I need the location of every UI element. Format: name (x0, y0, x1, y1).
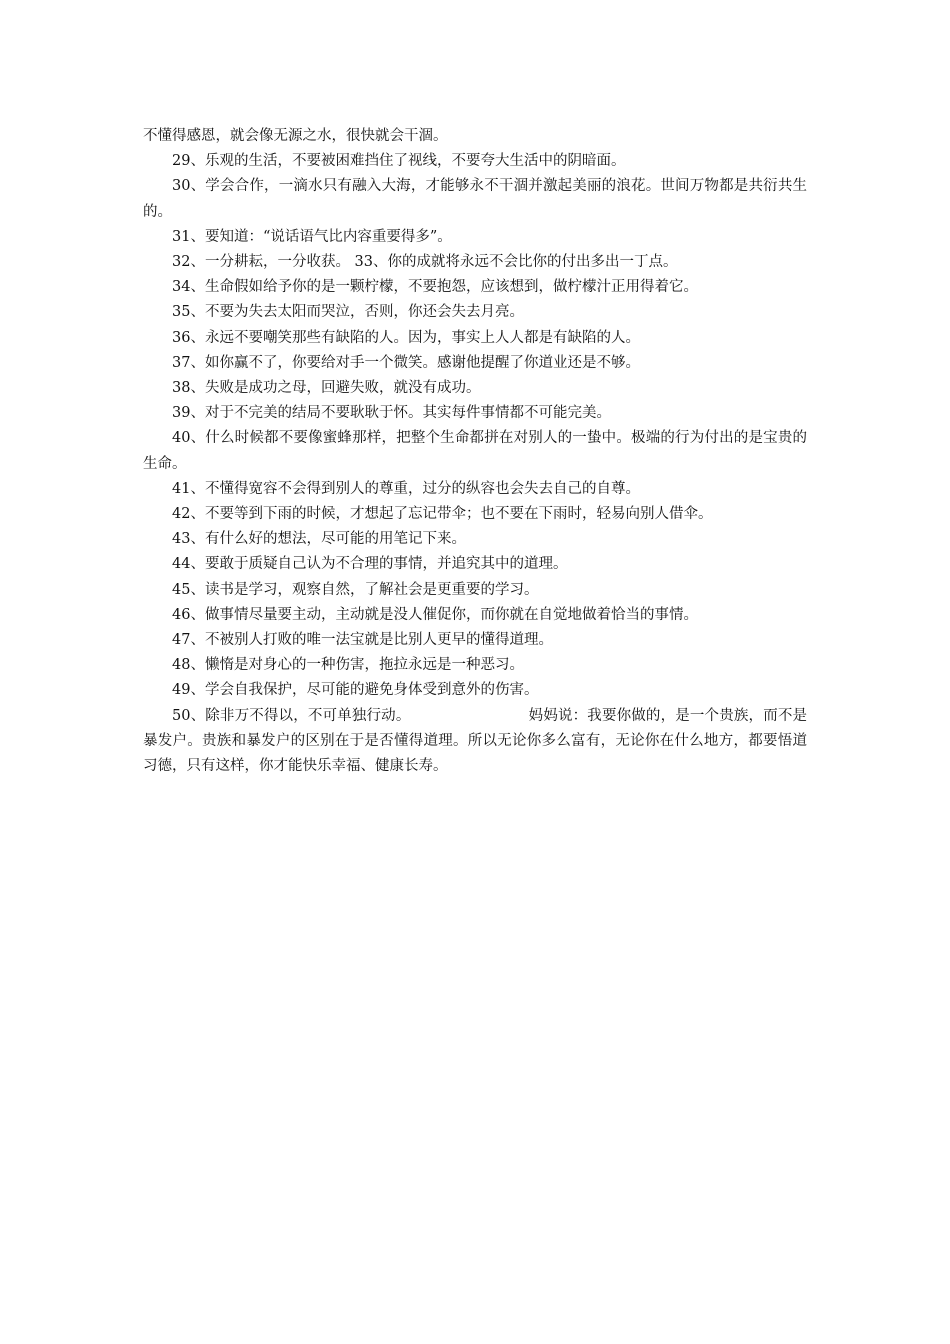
list-item-43: 43、有什么好的想法，尽可能的用笔记下来。 (172, 531, 466, 548)
list-item-30: 30、学会合作，一滴水只有融入大海，才能够永不干涸并激起美丽的浪花。世间万物都是共衍共生的。 (143, 178, 807, 220)
paragraph: 不懂得感恩，就会像无源之水，很快就会干涸。 (143, 128, 448, 144)
list-item-47: 47、不被别人打败的唯一法宝就是比别人更早的懂得道理。 (172, 632, 553, 649)
list-item-42: 42、不要等到下雨的时候，才想起了忘记带伞；也不要在下雨时，轻易向别人借伞。 (172, 506, 713, 523)
list-item-40: 40、什么时候都不要像蜜蜂那样，把整个生命都拼在对别人的一蛰中。极端的行为付出的是宝贵的生命。 (143, 430, 807, 472)
list-item-45: 45、读书是学习，观察自然，了解社会是更重要的学习。 (172, 581, 539, 598)
list-item-38: 38、失败是成功之母，回避失败，就没有成功。 (172, 380, 481, 397)
list-item-48: 48、懒惰是对身心的一种伤害，拖拉永远是一种恶习。 (172, 657, 524, 674)
list-item-44: 44、要敢于质疑自己认为不合理的事情，并追究其中的道理。 (172, 556, 568, 573)
list-item-34: 34、生命假如给予你的是一颗柠檬，不要抱怨，应该想到，做柠檬汁正用得着它。 (172, 279, 698, 296)
document-page (143, 124, 807, 779)
list-item-50: 50、除非万不得以，不可单独行动。 (172, 707, 411, 724)
list-item-36: 36、永远不要嘲笑那些有缺陷的人。因为，事实上人人都是有缺陷的人。 (172, 329, 640, 346)
list-item-37: 37、如你赢不了，你要给对手一个微笑。感谢他提醒了你道业还是不够。 (172, 354, 640, 371)
mother-says-text: 妈妈说：我要你做的，是一个贵族，而不是暴发户。贵族和暴发户的区别在于是否懂得道理。所以无论你多么富有，无论你在什么地方，都要悟道习德，只有这样，你才能快乐幸福、健康长寿。 (143, 707, 808, 775)
list-item-32-33: 32、一分耕耘，一分收获。 33、你的成就将永远不会比你的付出多出一丁点。 (172, 254, 678, 271)
closing-paragraph (143, 704, 807, 780)
list-item-49: 49、学会自我保护，尽可能的避免身体受到意外的伤害。 (172, 682, 539, 699)
list-item-41: 41、不懂得宽容不会得到别人的尊重，过分的纵容也会失去自己的自尊。 (172, 480, 640, 497)
list-item-29: 29、乐观的生活，不要被困难挡住了视线，不要夸大生活中的阴暗面。 (172, 153, 626, 170)
list-item-46: 46、做事情尽量要主动，主动就是没人催促你，而你就在自觉地做着恰当的事情。 (172, 606, 698, 623)
list-item-35: 35、不要为失去太阳而哭泣，否则，你还会失去月亮。 (172, 304, 524, 321)
list-item-31: 31、要知道：“说话语气比内容重要得多”。 (172, 228, 452, 245)
list-item-39: 39、对于不完美的结局不要耿耿于怀。其实每件事情都不可能完美。 (172, 405, 611, 422)
